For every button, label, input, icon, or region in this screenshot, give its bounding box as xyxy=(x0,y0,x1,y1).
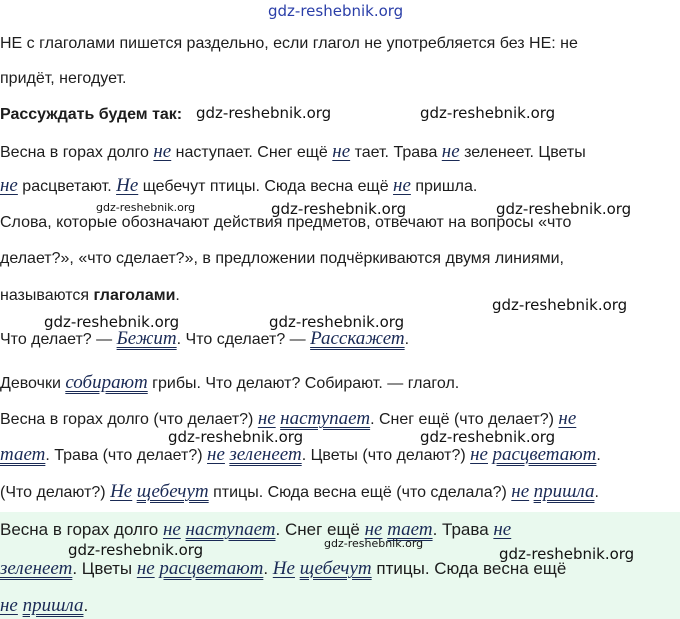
watermark-small: gdz-reshebnik.org xyxy=(96,201,196,214)
analysis-line-1: Весна в горах долго (что делает?) не наступает. Снег ещё (что делает?) не xyxy=(0,408,577,429)
watermark: gdz-reshebnik.org xyxy=(496,200,632,218)
text-line-1: Весна в горах долго не наступает. Снег ещё не тает. Трава не зеленеет. Цветы xyxy=(0,141,586,162)
watermark-small: gdz-reshebnik.org xyxy=(324,537,424,550)
watermark: gdz-reshebnik.org xyxy=(420,428,556,446)
text-line-2: не расцветают. Не щебечут птицы. Сюда весна ещё не пришла. xyxy=(0,175,478,196)
answer-line-2: зеленеет. Цветы не расцветают. Не щебечут птицы. Сюда весна ещё xyxy=(0,558,567,579)
watermark: gdz-reshebnik.org xyxy=(420,104,556,122)
answer-line-3: не пришла. xyxy=(0,595,89,616)
reasoning-heading: Рассуждать будем так: xyxy=(0,106,183,123)
watermark: gdz-reshebnik.org xyxy=(492,296,628,314)
watermark: gdz-reshebnik.org xyxy=(44,313,180,331)
analysis-line-3: (Что делают?) Не щебечут птицы. Сюда весна ещё (что сделала?) не пришла. xyxy=(0,481,599,502)
example-question-line: Что делает? — Бежит. Что сделает? — Расскажет. xyxy=(0,328,410,349)
watermark: gdz-reshebnik.org xyxy=(271,200,407,218)
example-girls-line: Девочки собирают грибы. Что делают? Собирают. — глагол. xyxy=(0,372,460,393)
rule-line-2: придёт, негодует. xyxy=(0,70,127,87)
watermark: gdz-reshebnik.org xyxy=(168,428,304,446)
explanation-line-2: делает?», «что сделает?», в предложении подчёркиваются двумя линиями, xyxy=(0,250,564,267)
explanation-line-3: называются глаголами. xyxy=(0,287,180,304)
rule-line-1: НЕ с глаголами пишется раздельно, если глагол не употребляется без НЕ: не xyxy=(0,35,578,52)
explanation-line-1: Слова, которые обозначают действия предметов, отвечают на вопросы «что xyxy=(0,214,572,231)
watermark: gdz-reshebnik.org xyxy=(499,545,635,563)
analysis-line-2: тает. Трава (что делает?) не зеленеет. Цветы (что делают?) не расцветают. xyxy=(0,444,601,465)
watermark-top: gdz-reshebnik.org xyxy=(268,2,404,20)
watermark: gdz-reshebnik.org xyxy=(196,104,332,122)
watermark: gdz-reshebnik.org xyxy=(68,541,204,559)
answer-line-1: Весна в горах долго не наступает. Снег ещё не тает. Трава не xyxy=(0,519,512,540)
watermark: gdz-reshebnik.org xyxy=(269,313,405,331)
